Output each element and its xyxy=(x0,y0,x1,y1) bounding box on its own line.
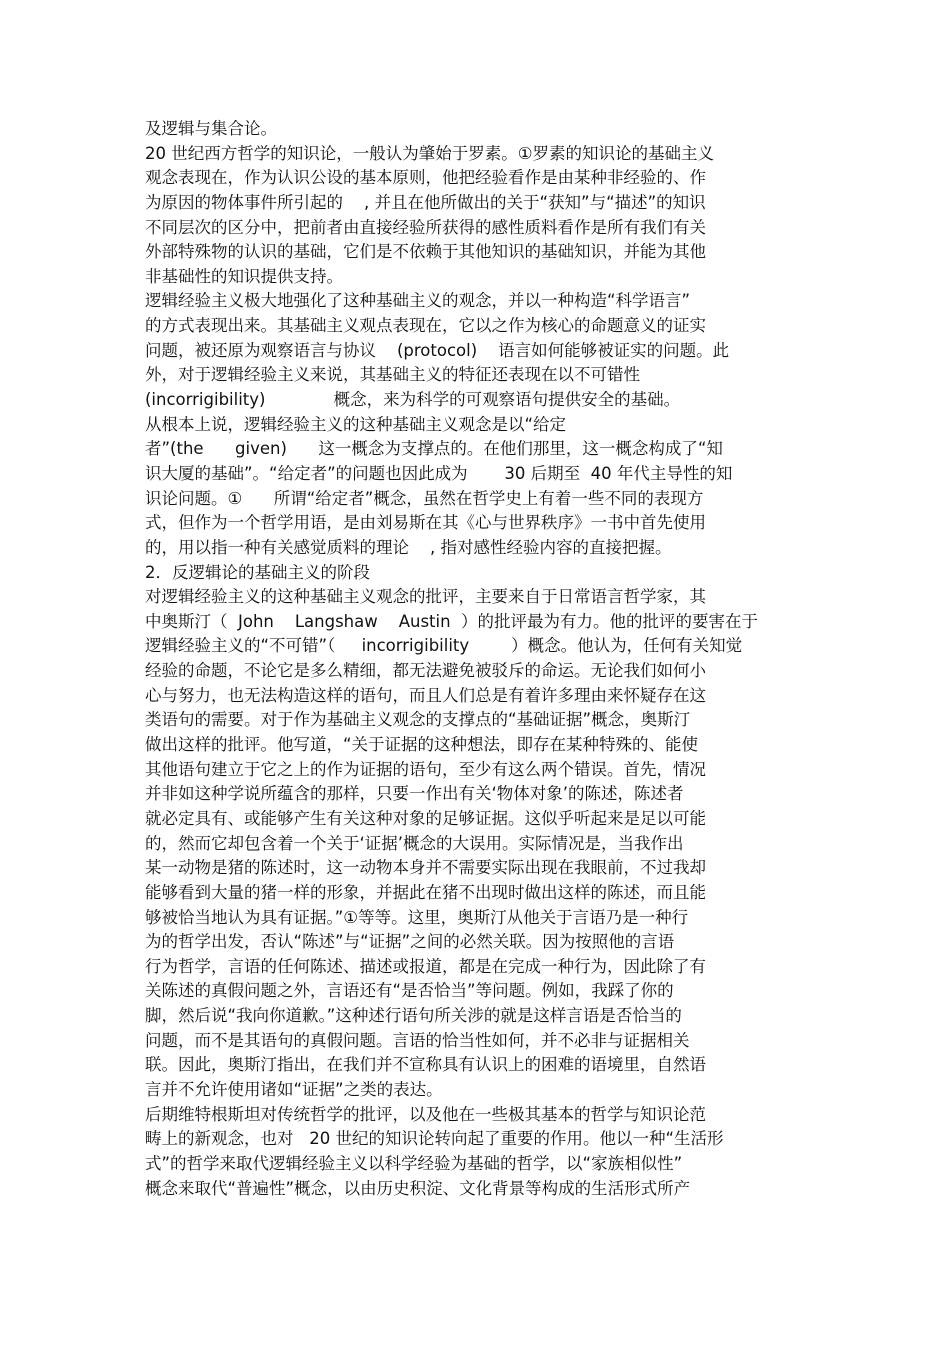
section-heading: 2．反逻辑论的基础主义的阶段 xyxy=(145,562,370,582)
text-line: 就必定具有、或能够产生有关这种对象的足够证据。这似乎听起来是足以可能 xyxy=(145,808,706,828)
text-line: 问题，而不是其语句的真假问题。言语的恰当性如何，并不必非与证据相关 xyxy=(145,1030,690,1050)
text-line: 外，对于逻辑经验主义来说，其基础主义的特征还表现在以不可错性 xyxy=(145,365,640,385)
text-line: 脚，然后说“我向你道歉。”这种述行语句所关涉的就是这样言语是否恰当的 xyxy=(145,1006,682,1026)
text-line: 某一动物是猪的陈述时，这一动物本身并不需要实际出现在我眼前，不过我却 xyxy=(145,858,706,878)
text-line: 并非如这种学说所蕴含的那样，只要一作出有关‘物体对象’的陈述，陈述者 xyxy=(145,784,684,804)
body-text xyxy=(145,117,805,1201)
text-line: 的方式表现出来。其基础主义观点表现在，它以之作为核心的命题意义的证实 xyxy=(145,316,706,336)
text-line: 式，但作为一个哲学用语，是由刘易斯在其《心与世界秩序》一书中首先使用 xyxy=(145,513,706,533)
text-line: 为的哲学出发，否认“陈述”与“证据”之间的必然关联。因为按照他的言语 xyxy=(145,932,675,952)
text-line: 逻辑经验主义极大地强化了这种基础主义的观念，并以一种构造“科学语言” xyxy=(145,291,691,311)
text-line: 经验的命题，不论它是多么精细，都无法避免被驳斥的命运。无论我们如何小 xyxy=(145,661,706,681)
text-line: 识大厦的基础”。“给定者”的问题也因此成为 30 后期至 40 年代主导性的知 xyxy=(145,463,733,483)
text-line: 的，用以指一种有关感觉质料的理论 , 指对感性经验内容的直接把握。 xyxy=(145,537,672,557)
text-line: 后期维特根斯坦对传统哲学的批评，以及他在一些极其基本的哲学与知识论范 xyxy=(145,1104,706,1124)
text-line: 为原因的物体事件所引起的 , 并且在他所做出的关于“获知”与“描述”的知识 xyxy=(145,192,706,212)
text-line: 外部特殊物的认识的基础，它们是不依赖于其他知识的基础知识，并能为其他 xyxy=(145,242,706,262)
text-line: 的，然而它却包含着一个关于‘证据’概念的大误用。实际情况是，当我作出 xyxy=(145,833,684,853)
text-line: 畴上的新观念，也对 20 世纪的知识论转向起了重要的作用。他以一种“生活形 xyxy=(145,1129,724,1149)
text-line: 从根本上说，逻辑经验主义的这种基础主义观念是以“给定 xyxy=(145,414,567,434)
text-line: (incorrigibility) 概念，来为科学的可观察语句提供安全的基础。 xyxy=(145,390,681,410)
text-line: 做出这样的批评。他写道，“关于证据的这种想法，即存在某种特殊的、能使 xyxy=(145,735,699,755)
text-line: 非基础性的知识提供支持。 xyxy=(145,266,343,286)
text-line: 中奥斯汀（ John Langshaw Austin ）的批评最为有力。他的批评的要害在于 xyxy=(145,611,759,631)
text-line: 式”的哲学来取代逻辑经验主义以科学经验为基础的哲学，以“家族相似性” xyxy=(145,1153,683,1173)
text-line: 言并不允许使用诸如“证据”之类的表达。 xyxy=(145,1079,443,1099)
text-line: 识论问题。① 所谓“给定者”概念，虽然在哲学史上有着一些不同的表现方 xyxy=(145,488,704,508)
text-line: 联。因此，奥斯汀指出，在我们并不宣称具有认识上的困难的语境里，自然语 xyxy=(145,1055,706,1075)
text-line: 20 世纪西方哲学的知识论，一般认为肇始于罗素。①罗素的知识论的基础主义 xyxy=(145,143,715,163)
text-line: 不同层次的区分中，把前者由直接经验所获得的感性质料看作是所有我们有关 xyxy=(145,217,706,237)
text-line: 能够看到大量的猪一样的形象，并据此在猪不出现时做出这样的陈述，而且能 xyxy=(145,882,706,902)
text-line: 问题，被还原为观察语言与协议 (protocol) 语言如何能够被证实的问题。此 xyxy=(145,340,730,360)
text-line: 心与努力，也无法构造这样的语句，而且人们总是有着许多理由来怀疑存在这 xyxy=(145,685,706,705)
text-line: 关陈述的真假问题之外，言语还有“是否恰当”等问题。例如，我踩了你的 xyxy=(145,981,674,1001)
text-line: 类语句的需要。对于作为基础主义观念的支撑点的“基础证据”概念，奥斯汀 xyxy=(145,710,691,730)
text-line: 者”(the given) 这一概念为支撑点的。在他们那里，这一概念构成了“知 xyxy=(145,439,723,459)
text-line: 够被恰当地认为具有证据。”①等等。这里，奥斯汀从他关于言语乃是一种行 xyxy=(145,907,689,927)
text-line: 对逻辑经验主义的这种基础主义观念的批评，主要来自于日常语言哲学家，其 xyxy=(145,587,706,607)
text-line: 及逻辑与集合论。 xyxy=(145,119,277,138)
text-line: 行为哲学，言语的任何陈述、描述或报道，都是在完成一种行为，因此除了有 xyxy=(145,956,706,976)
text-line: 其他语句建立于它之上的作为证据的语句，至少有这么两个错误。首先，情况 xyxy=(145,759,706,779)
text-line: 观念表现在，作为认识公设的基本原则，他把经验看作是由某种非经验的、作 xyxy=(145,168,706,188)
text-line: 逻辑经验主义的“不可错”（ incorrigibility ）概念。他认为，任何有关知觉 xyxy=(145,636,743,656)
text-line: 概念来取代“普遍性”概念，以由历史积淀、文化背景等构成的生活形式所产 xyxy=(145,1178,691,1198)
